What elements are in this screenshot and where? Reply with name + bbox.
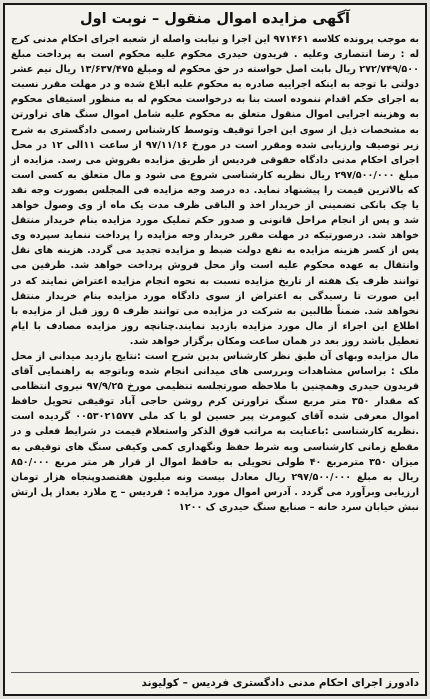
notice-title: آگهی مزایده اموال منقول – نوبت اول <box>79 11 351 27</box>
notice-paragraph-appraisal: مال مزایده وبهای آن طبق نظر کارشناس بدین شرح است :نتایج بازدید میدانی از محل ملک : براساس مشاهدات وبررسی های میدانی انجام شده وباتوجه به راهنمایی آقای فریدون حیدری وهمچنین با ملاحظه صورتجلسه تنظیمی مورخ ۹۷/۹/۲۵ نیروی انتظامی که مقدار ۳۵۰ متر مربع سنگ تراورتن کرم روشن حاجی آباد توقیفی تحویل حافظ اموال معرفی شده آقای کیومرث پیر حسین لو با کد ملی ۰۰۵۳۰۲۱۵۷۷ گردیده است .نظریه کارشناسی :باعنایت به مراتب فوق الذکر واستعلام قیمت در شرایط فعلی و در مقطع زمانی کارشناسی وبه شرط حفظ ونگهداری کمی وکیفی سنگ های توقیفی به میزان ۳۵۰ مترمربع ۴۰ طولی تحویلی به حافظ اموال از قرار هر متر مربع ۸۵۰/۰۰۰ ریال به مبلغ ۲۹۷/۵۰۰/۰۰۰ ریال معادل بیست ونه میلیون هفتصدوپنجاه هزار تومان ارزیابی وبرآورد می گردد . آدرس اموال مورد مزایده : فردیس – ج ملارد بعداز پل ارتش نبش خیابان سرد خانه – صنایع سنگ حیدری ک ۱۲۰۰ <box>11 350 420 513</box>
notice-paragraph-terms: به موجب پرونده کلاسه ۹۷۱۴۶۱ این اجرا و نیابت واصله از شعبه اجرای احکام مدنی کرج له : رضا انتصاری وعلیه . فریدون حیدری محکوم علیه محکوم است به پرداخت مبلغ ۲۷۲/۷۴۹/۵۰۰ ریال بابت اصل خواسته در حق محکوم له ومبلغ ۱۳/۶۳۷/۴۷۵ ریال نیم عشر دولتی با توجه به اینکه اجراییه صادره به محکوم علیه ابلاغ شده و در مهلت مقرر نسبت به اجرای حکم اقدام ننموده است بنا به درخواست محکوم له به منظور استیفای محکوم به وهزینه اجرایی اموال منقول متعلق به محکوم علیه شامل اموال سنگ های تراورتن به مشخصات ذیل از سوی این اجرا توقیف وتوسط کارشناس رسمی دادگستری به شرح زیر توصیف وارزیابی شده ومقرر است در مورخ ۹۷/۱۱/۱۶ از ساعت ۱۱الی ۱۲ در محل اجرای احکام مدنی دادگاه حقوقی فردیس از طریق مزایده بفروش می رسد. مزایده از مبلغ ۲۹۷/۵۰۰/۰۰۰ ریال نظریه کارشناسی شروع می شود و مال متعلق به کسی است که بالاترین قیمت را پیشنهاد نماید. ده درصد وجه مزایده فی المجلس بصورت وجه نقد یا چک بانکی تضمینی از خریدار اخذ و الباقی ظرف مدت یک ماه از وی وصول خواهد شد و پس از انجام مراحل قانونی و صدور حکم تملیک مورد مزایده بنام خریدار منتقل خواهد شد. درصورتیکه در مهلت مقرر خریدار وجه مزایده را پرداخت ننماید سپرده وی پس از کسر هزینه مزایده به نفع دولت ضبط و مزایده تجدید می گردد. هزینه های نقل وانتقال به عهده محکوم علیه است واز محل فروش پرداخت خواهد شد. طرفین می توانند ظرف یک هفته از تاریخ مزایده نسبت به نحوه انجام مزایده اعتراض نمایند که در این صورت تا رسیدگی به اعتراض از سوی دادگاه مورد مزایده بنام خریدار منتقل نخواهد شد. ضمناً طالبین به شرکت در مزایده می توانند ظرف ۵ روز قبل از مزایده با اطلاع این اجراء از مال مورد مزایده بازدید نمایند.چنانچه روز مزایده مصادف با ایام تعطیل باشد روز بعد در همان ساعت ومکان برگزار خواهد شد. <box>11 34 420 347</box>
notice-body <box>11 32 419 515</box>
notice-signature: دادورز اجرای احکام مدنی دادگستری فردیس – کولیوند <box>11 672 419 691</box>
auction-notice <box>3 3 427 696</box>
